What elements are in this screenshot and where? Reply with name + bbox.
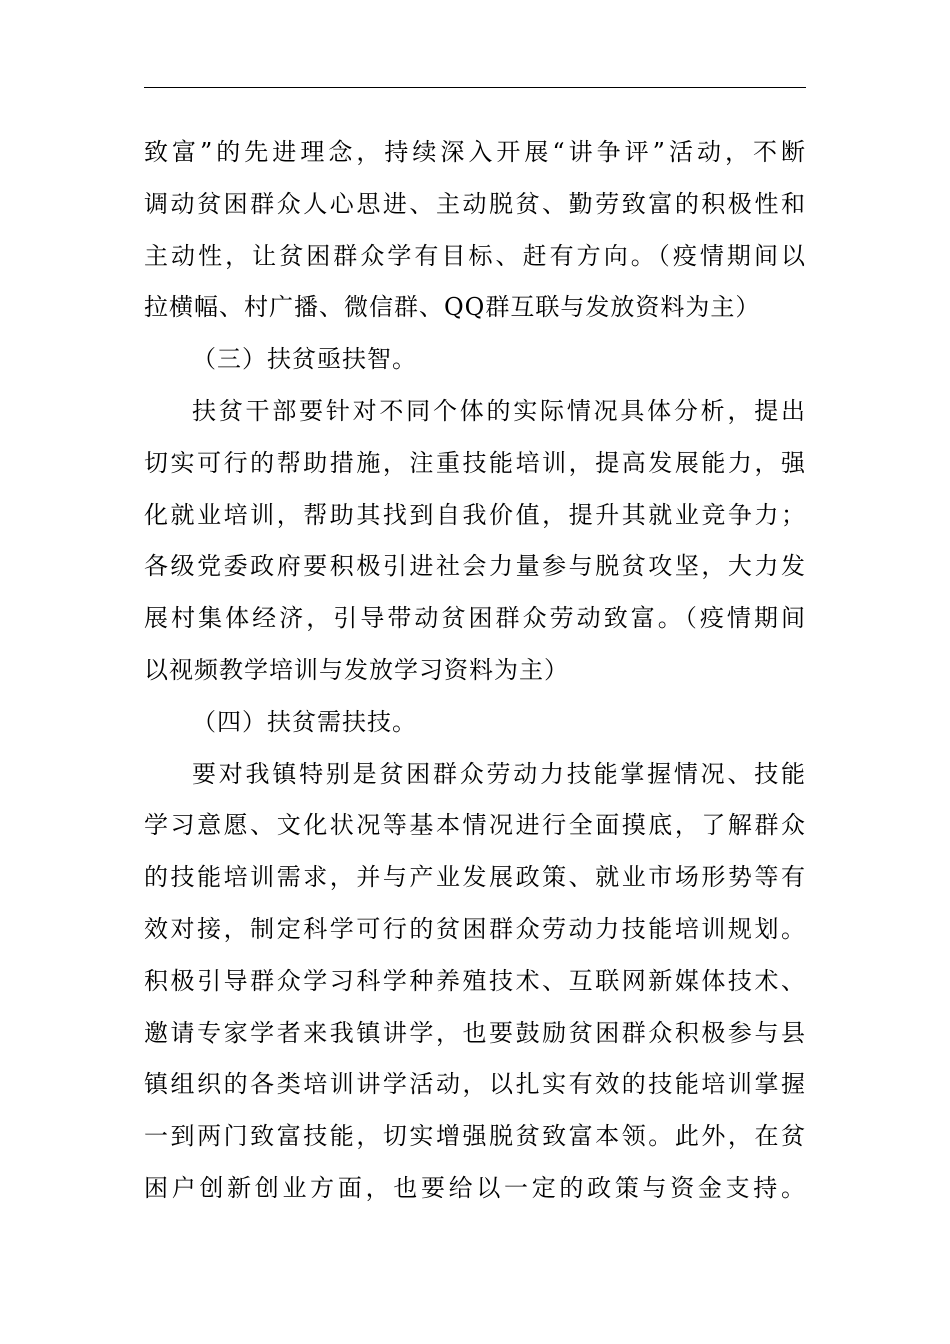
text-line: 的技能培训需求，并与产业发展政策、就业市场形势等有: [144, 863, 806, 892]
document-body: [144, 127, 806, 1215]
text-line: 困户创新创业方面，也要给以一定的政策与资金支持。: [144, 1173, 806, 1202]
paragraph-continuation: [144, 127, 806, 334]
text-line: 邀请专家学者来我镇讲学，也要鼓励贫困群众积极参与县: [144, 1018, 806, 1047]
header-rule: [144, 87, 806, 88]
text-line: 调动贫困群众人心思进、主动脱贫、勤劳致富的积极性和: [144, 189, 806, 218]
section-heading-4: [144, 697, 806, 749]
text-line: 拉横幅、村广播、微信群、QQ群互联与发放资料为主）: [144, 293, 761, 322]
text-line: 各级党委政府要积极引进社会力量参与脱贫攻坚，大力发: [144, 552, 806, 581]
text-line: 积极引导群众学习科学种养殖技术、互联网新媒体技术、: [144, 966, 806, 995]
text-line: 致富”的先进理念，持续深入开展“讲争评”活动，不断: [144, 138, 806, 166]
heading-text: （四）扶贫需扶技。: [192, 707, 417, 736]
text-line: 化就业培训，帮助其找到自我价值，提升其就业竞争力；: [144, 500, 806, 529]
text-line: 镇组织的各类培训讲学活动，以扎实有效的技能培训掌握: [144, 1070, 806, 1099]
heading-text: （三）扶贫亟扶智。: [192, 345, 417, 374]
text-line: 扶贫干部要针对不同个体的实际情况具体分析，提出: [192, 396, 806, 425]
text-line: 一到两门致富技能，切实增强脱贫致富本领。此外，在贫: [144, 1122, 806, 1151]
paragraph-section-3: [144, 386, 806, 697]
text-line: 切实可行的帮助措施，注重技能培训，提高发展能力，强: [144, 448, 806, 477]
text-line: 要对我镇特别是贫困群众劳动力技能掌握情况、技能: [192, 759, 806, 788]
section-heading-3: [144, 334, 806, 386]
text-line: 学习意愿、文化状况等基本情况进行全面摸底，了解群众: [144, 811, 806, 840]
text-line: 主动性，让贫困群众学有目标、赶有方向。（疫情期间以: [144, 241, 806, 270]
text-line: 以视频教学培训与发放学习资料为主）: [144, 655, 569, 684]
paragraph-section-4: [144, 749, 806, 1215]
text-line: 效对接，制定科学可行的贫困群众劳动力技能培训规划。: [144, 914, 806, 943]
text-line: 展村集体经济，引导带动贫困群众劳动致富。（疫情期间: [144, 604, 806, 633]
